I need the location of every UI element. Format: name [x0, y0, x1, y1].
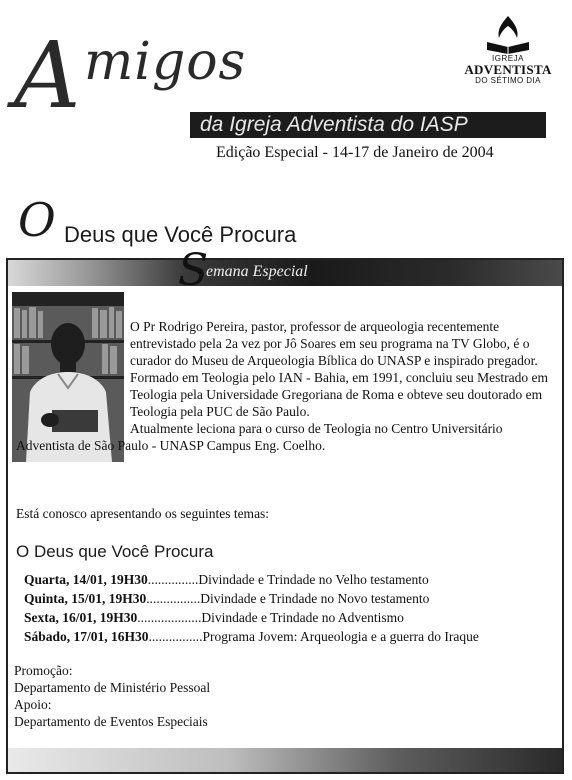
support-value: Departamento de Eventos Especiais [14, 714, 208, 729]
schedule-row [24, 570, 479, 589]
schedule-when: Quinta, 15/01, 19H30 [24, 591, 147, 606]
church-logo [462, 14, 554, 85]
schedule-topic: Divindade e Trindade no Adventismo [201, 610, 404, 625]
promotion-block [14, 662, 210, 730]
masthead-subtitle: da Igreja Adventista do IASP [200, 113, 468, 136]
logo-line-3: DO SÉTIMO DIA [475, 76, 541, 85]
masthead-title: migos [84, 32, 247, 92]
schedule-leader: ................... [137, 610, 202, 625]
schedule-when: Quarta, 14/01, 19H30 [24, 572, 148, 587]
intro-text: Está conosco apresentando os seguintes temas: [16, 506, 270, 521]
logo-line-2: ADVENTISTA [464, 62, 552, 77]
schedule-topic: Divindade e Trindade no Novo testamento [200, 591, 430, 606]
logo-line-1: IGREJA [492, 54, 524, 63]
flame-bible-icon [483, 14, 533, 54]
masthead-initial: A [14, 22, 81, 129]
schedule-leader: ................ [148, 629, 203, 644]
support-label: Apoio: [14, 697, 52, 712]
schedule-topic: Programa Jovem: Arqueologia e a guerra do Iraque [202, 629, 479, 644]
bio-paragraph-1: O Pr Rodrigo Pereira, pastor, professor de arqueologia recentemente entrevistado pela 2a vez por Jô Soares em seu programa na TV Globo, é o curador do Museu de Arqueologia Bíblica do UNASP e inspirado pregador. [130, 319, 538, 368]
schedule-row [24, 627, 479, 646]
bio-paragraph-3: Atualmente leciona para o curso de Teologia no Centro Universitário [130, 421, 503, 436]
schedule-topic: Divindade e Trindade no Velho testamento [198, 572, 429, 587]
schedule-row [24, 589, 479, 608]
schedule-row [24, 608, 479, 627]
series-title: O Deus que Você Procura [16, 542, 214, 561]
promotion-label: Promoção: [14, 663, 73, 678]
schedule-list [24, 570, 479, 646]
speaker-bio [16, 318, 548, 453]
headline-initial: O [18, 193, 56, 247]
bio-paragraph-3-cont: Adventista de São Paulo - UNASP Campus Eng. Coelho. [16, 438, 326, 453]
headline-title: Deus que Você Procura [64, 222, 297, 247]
schedule-leader: ............... [147, 572, 199, 587]
banner-title: emana Especial [206, 263, 308, 280]
schedule-when: Sexta, 16/01, 19H30 [24, 610, 138, 625]
schedule-leader: ................ [146, 591, 201, 606]
edition-line: Edição Especial - 14-17 de Janeiro de 2004 [216, 144, 494, 161]
schedule-when: Sábado, 17/01, 16H30 [24, 629, 149, 644]
bio-paragraph-2: Formado em Teologia pelo IAN - Bahia, em 1991, concluiu seu Mestrado em Teologia pela Universidade Gregoriana de Roma e obteve seu doutorado em Teologia pela PUC de São Paulo. [130, 370, 548, 419]
banner-initial: S [178, 245, 209, 296]
bottom-strip [8, 748, 562, 772]
promotion-value: Departamento de Ministério Pessoal [14, 680, 211, 695]
